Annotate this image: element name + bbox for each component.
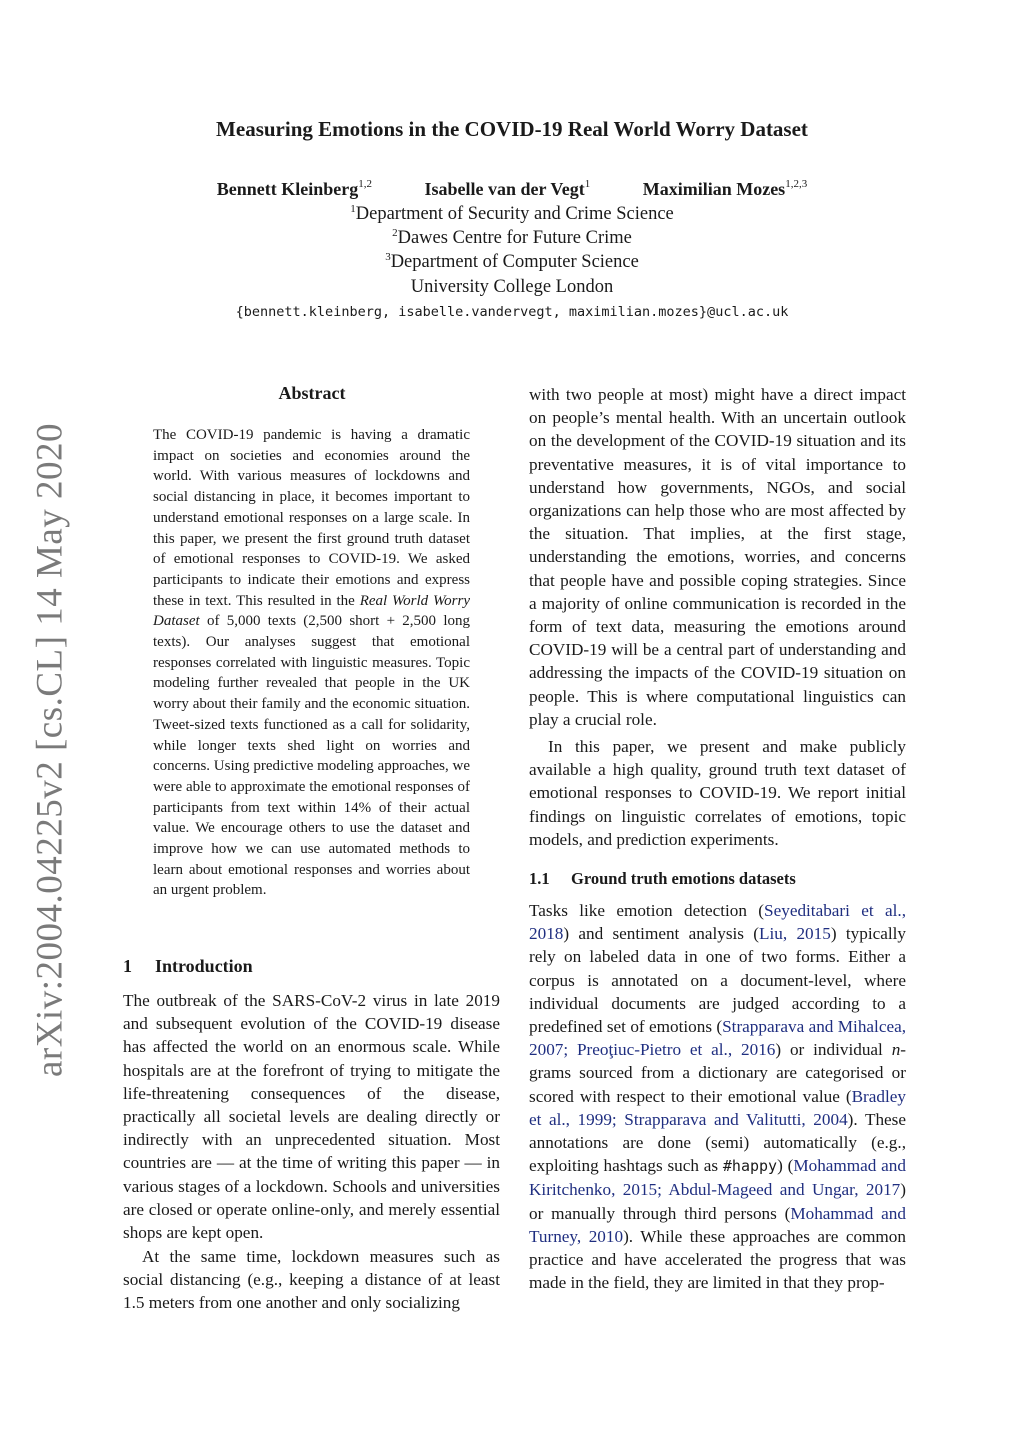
section-title: Introduction	[155, 956, 253, 976]
affil-marker: 2	[392, 227, 398, 239]
affiliation-1	[0, 204, 1024, 225]
affil-text: Dawes Centre for Future Crime	[397, 228, 632, 248]
intro-paragraph-2-continued: with two people at most) might have a direct impact on people’s mental health. With an uncertain outlook on the development of the COVID-19 situation and its preventative measures, it is of vital importance to understand how governments, NGOs, and social organizations can help those who are most affected by the situation. That implies, at the first stage, understanding the emotions, worries, and concerns that people have and possible coping strategies. Since a majority of online communication is recorded in the form of text data, measuring the emotions around COVID-19 will be a central part of understanding and addressing the impacts of the COVID-19 situation on people. This is where computational linguistics can play a crucial role.	[529, 385, 906, 729]
paragraph-text: Tasks like emotion detection (	[529, 901, 765, 920]
author-affil-marker: 1	[584, 178, 591, 190]
citation-link[interactable]: Strapparava and Mihalcea, 2007; Preoţiuc-Pietro et al., 2016	[529, 1017, 906, 1060]
affil-marker: 3	[385, 251, 391, 263]
section-number: 1.1	[529, 869, 550, 888]
abstract-heading: Abstract	[278, 383, 346, 403]
author-affil-marker: 1,2,3	[785, 178, 808, 190]
math-variable: n	[891, 1040, 901, 1060]
paragraph-text: ) or manually through third persons (	[529, 1180, 906, 1223]
paragraph-text: -grams sourced from a dictionary are categorised or scored with respect to their emotional value (	[529, 1040, 907, 1106]
abstract-body	[153, 425, 470, 901]
paragraph-text: ). These annotations are done (semi) automatically (e.g., exploiting hashtags such as	[529, 1109, 907, 1176]
paragraph-text: ) (	[777, 1156, 794, 1176]
ground-truth-paragraph	[529, 899, 906, 1294]
arxiv-identifier[interactable]: arXiv:2004.04225v2 [cs.CL] 14 May 2020	[29, 422, 71, 1078]
subsection-heading-ground-truth	[529, 869, 796, 889]
author-3	[643, 179, 807, 200]
affil-text: Department of Computer Science	[390, 252, 639, 272]
citation-link[interactable]: Bradley et al., 1999; Strapparava and Valitutti, 2004	[529, 1086, 906, 1129]
paragraph-text: ) typically rely on labeled data in one of two forms. Either a corpus is annotated on a document-level, where individual documents are judged according to a predefined set of emotions (	[529, 924, 906, 1037]
intro-paragraph-1: The outbreak of the SARS-CoV-2 virus in late 2019 and subsequent evolution of the COVID-19 disease has affected the world on an enormous scale. While hospitals are at the forefront of trying to mitigate the life-threatening consequences of the disease, practically all societal levels are dealing directly or indirectly with an unprecedented situation. Most countries are — at the time of writing this paper — in various stages of a lockdown. Schools and universities are closed or operate online-only, and merely essential shops are kept open.	[123, 991, 500, 1243]
author-name: Maximilian Mozes	[642, 179, 786, 199]
affil-text: University College London	[410, 277, 614, 297]
hashtag-code: #happy	[722, 1157, 778, 1176]
affil-text: Department of Security and Crime Science	[355, 204, 674, 224]
affil-marker: 1	[350, 203, 356, 215]
paragraph-text: ) or individual	[775, 1040, 892, 1060]
section-number: 1	[123, 956, 132, 976]
abstract-text: The COVID-19 pandemic is having a dramatic impact on societies and economies around the world. With various measures of lockdowns and social distancing in place, it becomes important to understand emotional responses on a large scale. In this paper, we present the first ground truth dataset of emotional responses to COVID-19. We asked participants to indicate their emotions and express these in text. This resulted in the	[153, 427, 470, 609]
author-list	[0, 179, 1024, 200]
citation-link[interactable]: Mohammad and Kiritchenko, 2015; Abdul-Mageed and Ungar, 2017	[529, 1156, 906, 1200]
affiliation-2	[0, 228, 1024, 249]
section-heading-introduction	[123, 956, 253, 977]
affiliation-3	[0, 252, 1024, 273]
dataset-name: Real World Worry Dataset	[153, 592, 471, 630]
paragraph-text: ) and sentiment analysis (	[563, 924, 759, 944]
author-name: Bennett Kleinberg	[216, 179, 359, 199]
citation-link[interactable]: Liu, 2015	[759, 924, 831, 944]
paragraph-text: ). While these approaches are common practice and have accelerated the progress that was made in the field, they are limited in that they prop-	[529, 1226, 906, 1293]
affiliation-4	[0, 277, 1024, 298]
section-title: Ground truth emotions datasets	[571, 869, 796, 888]
arxiv-sidebar	[20, 422, 80, 1078]
author-2	[425, 179, 591, 200]
author-emails[interactable]: {bennett.kleinberg, isabelle.vandervegt, maximilian.mozes}@ucl.ac.uk	[235, 304, 789, 320]
citation-link[interactable]: Mohammad and Turney, 2010	[529, 1203, 906, 1246]
author-name: Isabelle van der Vegt	[424, 179, 585, 199]
author-affil-marker: 1,2	[358, 178, 373, 190]
intro-paragraph-3: In this paper, we present and make publicly available a high quality, ground truth text dataset of emotional responses to COVID-19. We report initial findings on linguistic correlates of emotions, topic models, and prediction experiments.	[529, 737, 906, 849]
intro-paragraph-2: At the same time, lockdown measures such as social distancing (e.g., keeping a distance of at least 1.5 meters from one another and only socializing	[123, 1247, 500, 1313]
abstract-text: of 5,000 texts (2,500 short + 2,500 long texts). Our analyses suggest that emotional responses correlated with linguistic measures. Topic modeling further revealed that people in the UK worry about their family and the economic situation. Tweet-sized texts functioned as a call for solidarity, while longer texts shed light on worries and concerns. Using predictive modeling approaches, we were able to approximate the emotional responses of participants from text within 14% of their actual value. We encourage others to use the dataset and improve how we can use automated methods to learn about emotional responses and worries about an urgent problem.	[153, 613, 470, 899]
paper-title: Measuring Emotions in the COVID-19 Real World Worry Dataset	[216, 117, 808, 141]
author-1	[217, 179, 372, 200]
citation-link[interactable]: Seyeditabari et al., 2018	[529, 901, 906, 944]
